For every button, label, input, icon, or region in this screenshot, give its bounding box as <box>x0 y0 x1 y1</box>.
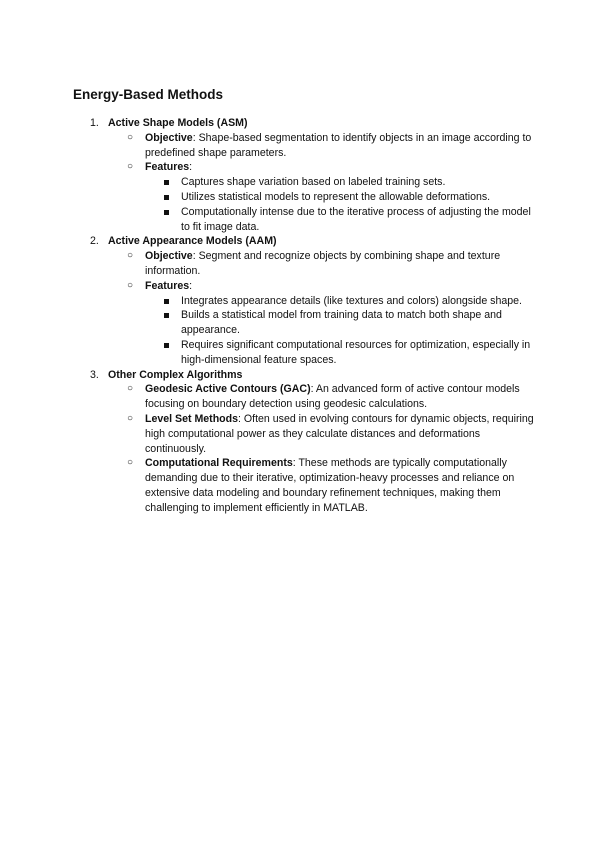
sub-list <box>108 131 534 235</box>
list-number: 1. <box>90 117 99 129</box>
feature-item <box>145 205 534 235</box>
list-number: 3. <box>90 368 99 381</box>
circle-bullet-icon: ○ <box>127 161 134 173</box>
feature-text: Builds a statistical model from training data to match both shape and appearance. <box>181 309 502 337</box>
square-bullet-icon <box>164 195 169 200</box>
sub-item-label: Features <box>145 161 190 174</box>
sub-item-label: Computational Requirements <box>145 457 293 470</box>
sub-item-suffix: : <box>189 279 193 292</box>
sub-item-objective <box>108 249 534 279</box>
circle-bullet-icon: ○ <box>127 279 134 291</box>
sub-item-text: : An advanced form of active contour models focusing on boundary detection using geodesic calculations. <box>145 383 520 411</box>
square-bullet-icon <box>164 210 169 215</box>
sub-item-features <box>108 279 534 368</box>
sub-list <box>108 249 534 367</box>
circle-bullet-icon: ○ <box>127 412 134 424</box>
sub-list <box>108 382 534 515</box>
sub-item-text: : Segment and recognize objects by combining shape and texture information. <box>145 250 501 277</box>
square-bullet-icon <box>164 313 169 318</box>
square-bullet-icon <box>164 180 169 185</box>
list-number: 2. <box>90 235 99 248</box>
feature-text: Computationally intense due to the iterative process of adjusting the model to fit image data. <box>181 205 531 233</box>
feature-text: Integrates appearance details (like textures and colors) alongside shape. <box>181 294 522 307</box>
sub-item-computational <box>108 456 534 515</box>
item-heading: Other Complex Algorithms <box>108 368 243 381</box>
feature-item <box>145 308 534 338</box>
sub-item-label: Geodesic Active Contours (GAC) <box>145 383 311 396</box>
item-heading: Active Shape Models (ASM) <box>108 117 248 129</box>
list-item-other <box>74 368 534 516</box>
sub-item-label: Features <box>145 279 190 292</box>
sub-item-label: Objective <box>145 131 193 144</box>
feature-item <box>145 175 534 190</box>
sub-item-gac <box>108 382 534 412</box>
methods-list <box>74 116 534 516</box>
feature-list <box>145 294 534 368</box>
section-title: Energy-Based Methods <box>73 87 224 102</box>
sub-item-level-set <box>108 412 534 456</box>
square-bullet-icon <box>164 343 169 348</box>
feature-list <box>145 175 534 234</box>
sub-item-text: : These methods are typically computationally demanding due to their iterative, optimization-heavy processes and reliance on extensive data modeling and boundary refinement techniques, making them challenging to implement efficiently in MATLAB. <box>145 457 515 514</box>
circle-bullet-icon: ○ <box>127 131 134 143</box>
sub-item-label: Objective <box>145 250 193 263</box>
feature-text: Requires significant computational resources for optimization, especially in high-dimensional feature spaces. <box>181 338 531 366</box>
feature-item <box>145 338 534 368</box>
circle-bullet-icon: ○ <box>127 457 134 469</box>
square-bullet-icon <box>164 299 169 304</box>
circle-bullet-icon: ○ <box>127 250 134 262</box>
list-item-aam <box>74 234 534 367</box>
sub-item-features <box>108 160 534 234</box>
feature-text: Captures shape variation based on labeled training sets. <box>181 176 446 189</box>
feature-text: Utilizes statistical models to represent the allowable deformations. <box>181 190 491 203</box>
list-item-asm <box>74 116 534 234</box>
sub-item-text: : Often used in evolving contours for dynamic objects, requiring high computational power as they calculate distances and deformations continuously. <box>145 412 534 455</box>
sub-item-label: Level Set Methods <box>145 412 239 425</box>
sub-item-suffix: : <box>189 161 193 174</box>
circle-bullet-icon: ○ <box>127 383 134 395</box>
feature-item <box>145 190 534 205</box>
feature-item <box>145 294 534 309</box>
item-heading: Active Appearance Models (AAM) <box>108 235 277 248</box>
sub-item-text: : Shape-based segmentation to identify objects in an image according to predefined shape parameters. <box>145 131 532 159</box>
sub-item-objective <box>108 131 534 161</box>
